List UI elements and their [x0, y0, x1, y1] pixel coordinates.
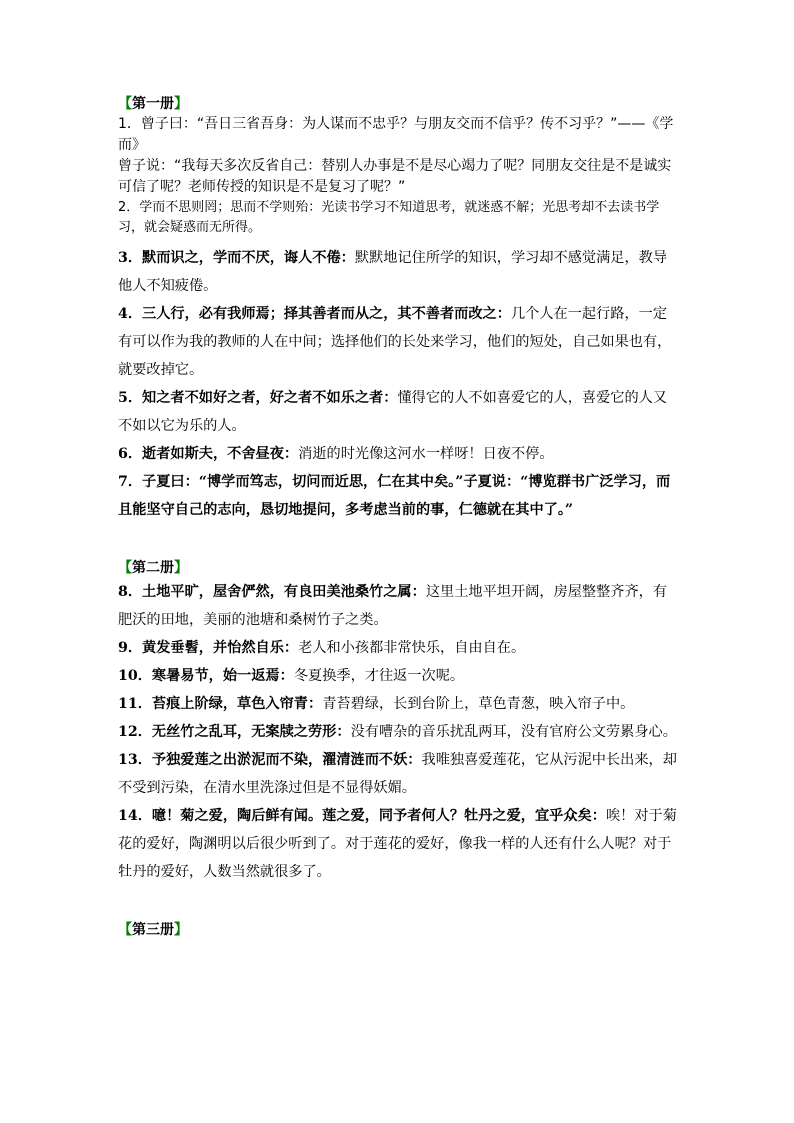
section-title: 第三册 [132, 922, 174, 938]
section-1-heading [118, 94, 678, 114]
item-14: 14．噫！菊之爱，陶后鲜有闻。莲之爱，同予者何人？牡丹之爱，宜乎众矣：唉！对于菊花的爱好，陶渊明以后很少听到了。对于莲花的爱好，像我一样的人还有什么人呢？对于牡丹的爱好，人数当然就很多了。 [118, 808, 677, 880]
item-13: 13．予独爱莲之出淤泥而不染，濯清涟而不妖：我唯独喜爱莲花，它从污泥中长出来，却不受到污染，在清水里洗涤过但是不显得妖媚。 [118, 752, 677, 796]
item-3: 3．默而识之，学而不厌，诲人不倦：默默地记住所学的知识，学习却不感觉满足，教导他人不知疲倦。 [118, 250, 668, 294]
bracket-close: 】 [174, 560, 188, 576]
item-12: 12．无丝竹之乱耳，无案牍之劳形：没有嘈杂的音乐扰乱两耳，没有官府公文劳累身心。 [118, 724, 677, 740]
section-1 [118, 94, 678, 238]
section-title: 第二册 [132, 560, 174, 576]
bracket-open: 【 [118, 96, 132, 112]
item-10: 10．寒暑易节，始一返焉：冬夏换季，才往返一次呢。 [118, 668, 465, 684]
section-title: 第一册 [132, 96, 174, 112]
item-6: 6．逝者如斯夫，不舍昼夜：消逝的时光像这河水一样呀！日夜不停。 [118, 446, 554, 462]
item-5: 5．知之者不如好之者，好之者不如乐之者：懂得它的人不如喜爱它的人，喜爱它的人又不如以它为乐的人。 [118, 390, 668, 434]
bracket-open: 【 [118, 560, 132, 576]
translation-1: 曾子说：“我每天多次反省自己：替别人办事是不是尽心竭力了呢？同朋友交往是不是诚实可信了呢？老师传授的知识是不是复习了呢？” [118, 158, 672, 195]
quote-1: 1．曾子曰：“吾日三省吾身：为人谋而不忠乎？与朋友交而不信乎？传不习乎？”——《学而》 [118, 116, 674, 153]
item-8: 8．土地平旷，屋舍俨然，有良田美池桑竹之属：这里土地平坦开阔，房屋整整齐齐，有肥沃的田地，美丽的池塘和桑树竹子之类。 [118, 584, 668, 628]
section-3-heading [118, 920, 678, 940]
bracket-close: 】 [174, 96, 188, 112]
section-2-heading [118, 558, 678, 578]
item-9: 9．黄发垂髫，并怡然自乐：老人和小孩都非常快乐，自由自在。 [118, 640, 526, 656]
item-11: 11．苔痕上阶绿，草色入帘青：青苔碧绿，长到台阶上，草色青葱，映入帘子中。 [118, 696, 635, 712]
document-page [118, 94, 678, 940]
item-7: 7．子夏曰：“博学而笃志，切问而近思，仁在其中矣。”子夏说：“博览群书广泛学习，而且能坚守自己的志向，恳切地提问，多考虑当前的事，仁德就在其中了。” [118, 474, 671, 518]
bracket-close: 】 [174, 922, 188, 938]
bracket-open: 【 [118, 922, 132, 938]
item-2: 2．学而不思则罔；思而不学则殆：光读书学习不知道思考，就迷惑不解；光思考却不去读书学习，就会疑惑而无所得。 [118, 200, 660, 235]
item-4: 4．三人行，必有我师焉；择其善者而从之，其不善者而改之：几个人在一起行路，一定有可以作为我的教师的人在中间；选择他们的长处来学习，他们的短处，自己如果也有，就要改掉它。 [118, 306, 672, 378]
